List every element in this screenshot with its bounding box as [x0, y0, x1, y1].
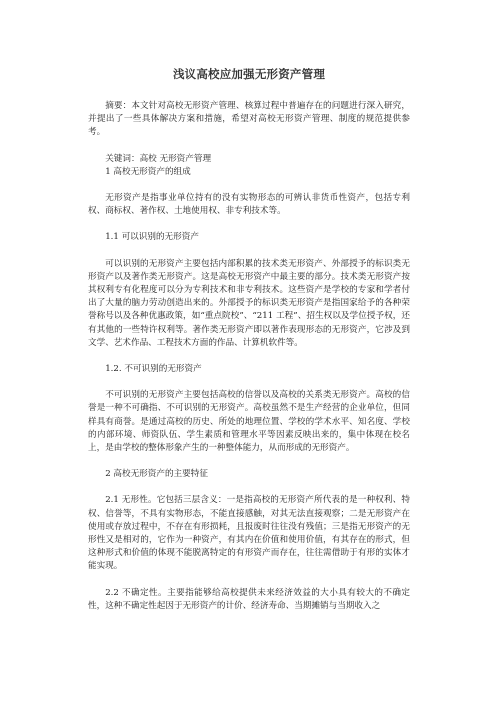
- keywords-line: 关键词：高校 无形资产管理: [105, 153, 212, 164]
- subsection-2-1-text: 2.1 无形性。它包括三层含义：一是指高校的无形资产所代表的是一种权利、特权、信誉等，不具有实物形态，不能直接感触，对其无法直接观察；二是无形资产在使用或存放过程中，不存在有形损耗，且报废时往往没有残值；三是指无形资产的无形性又是相对的，它作为一种资产，有其内在价值和使用价值，有其存在的形式，但这种形式和价值的体现不能脱离特定的有形资产而存在，往往需借助于有形的实体才能实现。: [88, 495, 410, 572]
- section-2-heading: 2 高校无形资产的主要特征: [105, 469, 208, 480]
- subsection-1-1-text: 可以识别的无形资产主要包括内部积累的技术类无形资产、外部授予的标识类无形资产以及著作类无形资产。这是高校无形资产中最主要的部分。技术类无形资产按其权利专有化程度可以分为专利技术和非专利技术。这些资产是学校的专家和学者付出了大量的脑力劳动创造出来的。外部授予的标识类无形资产是指国家给予的各种荣誉称号以及各种优惠政策，如“重点院校”、“211 工程”、招生权以及学位授予权，还有其他的一些特许权利等。著作类无形资产即以著作表现形态的无形资产，它涉及到文学、艺术作品、工程技术方面的作品、计算机软件等。: [88, 258, 410, 348]
- document-title: 浅议高校应加强无形资产管理: [172, 67, 326, 81]
- subsection-1-1-heading: 1.1 可以识别的无形资产: [105, 232, 199, 243]
- abstract-paragraph: 摘要：本文针对高校无形资产管理、核算过程中普遍存在的问题进行深入研究，并提出了一些具体解决方案和措施，希望对高校无形资产管理、制度的规范提供参考。: [88, 101, 410, 138]
- subsection-1-2-text: 不可识别的无形资产主要包括高校的信誉以及高校的关系类无形资产。高校的信誉是一种不可确指、不可识别的无形资产。高校虽然不是生产经营的企业单位，但同样具有商誉。是通过高校的历史、所处的地理位置、学校的学术水平、知名度、学校的内部环境、师资队伍、学生素质和管理水平等因素反映出来的，集中体现在校名上，是由学校的整体形象产生的一种整体能力，从而形成的无形资产。: [88, 390, 410, 454]
- subsection-2-2-text: 2.2 不确定性。主要指能够给高校提供未来经济效益的大小具有较大的不确定性，这种不确定性起因于无形资产的计价、经济寿命、当期摊销与当期收入之: [88, 587, 410, 611]
- section-1-intro: 无形资产是指事业单位持有的没有实物形态的可辨认非货币性资产，包括专利权、商标权、著作权、土地使用权、非专利技术等。: [88, 193, 410, 217]
- section-1-heading: 1 高校无形资产的组成: [105, 166, 191, 177]
- subsection-1-2-heading: 1.2. 不可识别的无形资产: [105, 364, 202, 375]
